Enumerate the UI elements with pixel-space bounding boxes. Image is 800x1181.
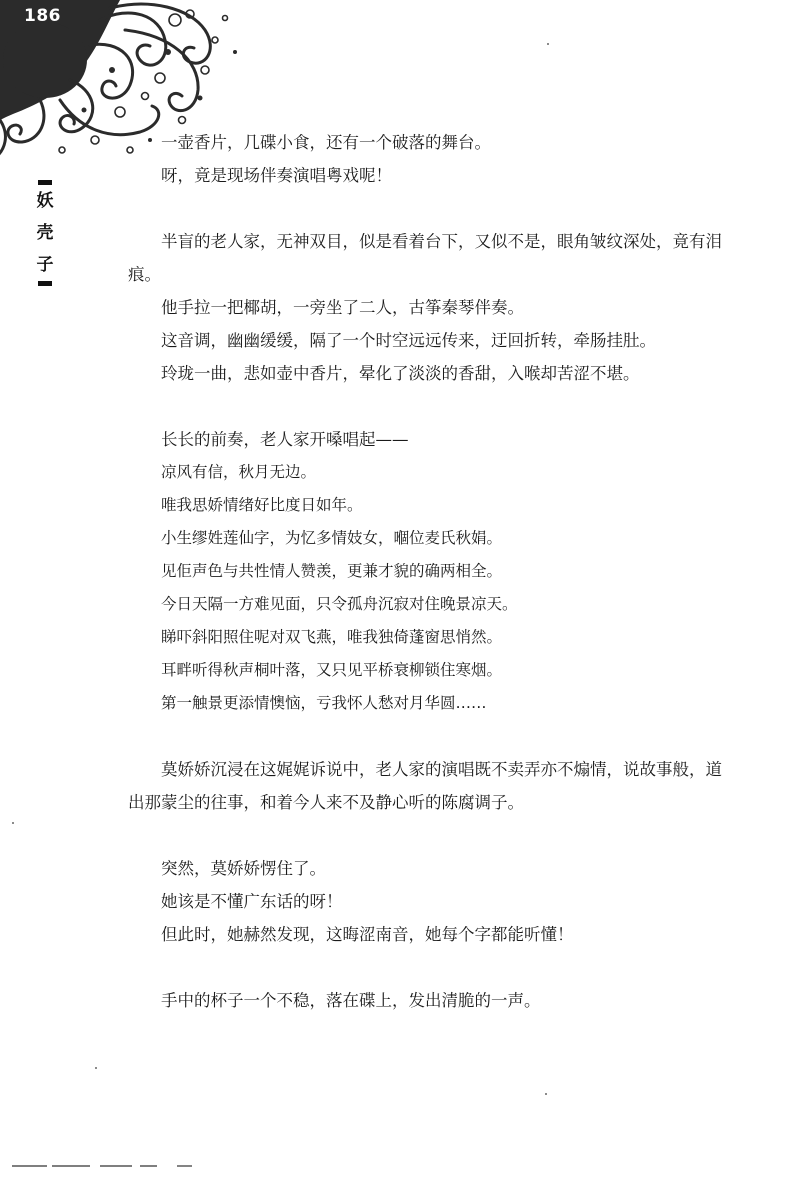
- scan-speck: [95, 1067, 97, 1069]
- title-char: 妖: [36, 191, 54, 211]
- lyric-line: 耳畔听得秋声桐叶落，又只见平桥衰柳锁住寒烟。: [161, 661, 503, 679]
- paragraph-gap: [128, 390, 723, 423]
- lyric-line: 凉风有信，秋月无边。: [161, 463, 317, 481]
- body-text: [128, 126, 723, 1017]
- paragraph: 半盲的老人家，无神双目，似是看着台下，又似不是，眼角皱纹深处，竟有泪痕。: [128, 232, 722, 284]
- paragraph: 她该是不懂广东话的呀！: [161, 892, 343, 911]
- lyric-line: 小生缪姓莲仙字，为忆多情妓女，嗰位麦氏秋娟。: [161, 529, 503, 547]
- paragraph-gap: [128, 720, 723, 753]
- paragraph-gap: [128, 819, 723, 852]
- lyric-line: 唯我思娇情绪好比度日如年。: [161, 496, 363, 514]
- paragraph: 突然，莫娇娇愣住了。: [161, 859, 326, 878]
- paragraph-gap: [128, 192, 723, 225]
- scan-speck: [12, 822, 14, 824]
- lyric-line: 睇吓斜阳照住呢对双飞燕，唯我独倚蓬窗思悄然。: [161, 628, 503, 646]
- paragraph-gap: [128, 951, 723, 984]
- lyric-line: 第一触景更添情懊恼，亏我怀人愁对月华圆……: [161, 694, 487, 712]
- paragraph: 呀，竟是现场伴奏演唱粤戏呢！: [161, 166, 392, 185]
- paragraph: 长长的前奏，老人家开嗓唱起——: [161, 430, 409, 449]
- paragraph: 这音调，幽幽缓缓，隔了一个时空远远传来，迂回折转，牵肠挂肚。: [161, 331, 656, 350]
- paragraph: 他手拉一把椰胡，一旁坐了二人，古筝秦琴伴奏。: [161, 298, 524, 317]
- paragraph: 手中的杯子一个不稳，落在碟上，发出清脆的一声。: [161, 991, 541, 1010]
- lyric-line: 今日天隔一方难见面，只令孤舟沉寂对住晚景凉天。: [161, 595, 518, 613]
- paragraph: 但此时，她赫然发现，这晦涩南音，她每个字都能听懂！: [161, 925, 574, 944]
- title-char: 壳: [36, 223, 54, 243]
- book-title-vertical: [30, 180, 60, 286]
- footer-rule: [12, 1163, 192, 1169]
- paragraph: 一壶香片，几碟小食，还有一个破落的舞台。: [161, 133, 491, 152]
- page-number: 186: [24, 6, 61, 26]
- paragraph: 莫娇娇沉浸在这娓娓诉说中，老人家的演唱既不卖弄亦不煽情，说故事般，道出那蒙尘的往事，和着今人来不及静心听的陈腐调子。: [128, 760, 722, 812]
- scan-speck: [547, 43, 549, 45]
- scan-speck: [545, 1093, 547, 1095]
- title-close-mark: [38, 281, 52, 286]
- paragraph: 玲珑一曲，悲如壶中香片，晕化了淡淡的香甜，入喉却苦涩不堪。: [161, 364, 640, 383]
- title-char: 子: [36, 255, 54, 275]
- lyric-line: 见佢声色与共性情人赞羡，更兼才貌的确两相全。: [161, 562, 503, 580]
